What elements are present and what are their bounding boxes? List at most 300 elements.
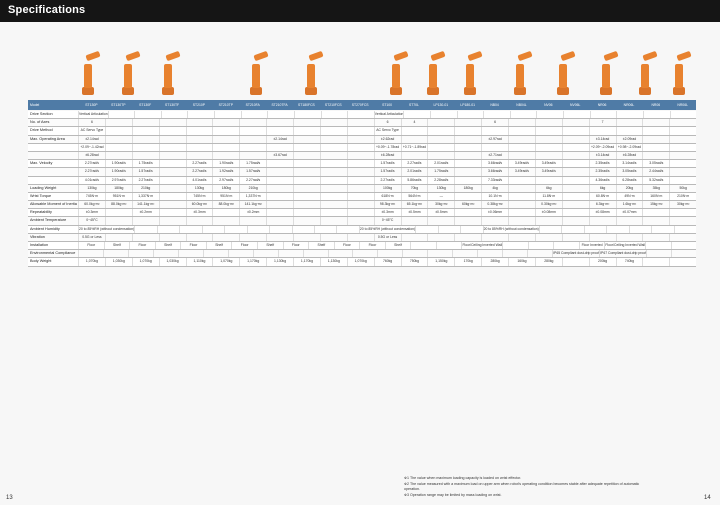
footnote: ※3 Operation range may be limited by mass loading on wrist. [404, 492, 502, 497]
table-cell [347, 201, 374, 208]
table-row [28, 209, 696, 217]
table-cell [481, 144, 508, 151]
table-cell [105, 144, 132, 151]
row-label: Drive Section [30, 112, 53, 116]
table-cell: 1,030kg [105, 258, 132, 265]
table-cell [454, 217, 481, 224]
column-header: ST210TFA [271, 103, 288, 107]
table-cell [293, 217, 320, 224]
table-cell [535, 177, 562, 184]
table-cell: 0~45°C [78, 217, 105, 224]
table-cell: 30kg·m² [669, 201, 696, 208]
robot-image [635, 47, 655, 95]
table-cell [508, 144, 535, 151]
table-cell: 1,337N·m [239, 193, 266, 200]
row-label [28, 168, 78, 175]
table-cell: 750kg [401, 258, 428, 265]
table-cell [535, 217, 562, 224]
table-cell: 4 [401, 119, 428, 126]
table-cell: IP65 Compliant dust-drip proof [552, 250, 599, 257]
table-cell [320, 168, 347, 175]
table-cell [427, 217, 454, 224]
table-cell: Floor Inverted [579, 242, 605, 249]
table-cell: 1.92rad/s [212, 168, 239, 175]
table-cell [186, 152, 213, 159]
robot-image [78, 47, 98, 95]
table-cell: +2.09~-1.42rad [78, 144, 105, 151]
table-cell: 2.27rad/s [78, 160, 105, 167]
footnotes [404, 476, 644, 498]
table-cell [651, 226, 673, 233]
table-cell: 1,070kg [212, 258, 239, 265]
table-cell [239, 119, 266, 126]
table-cell [159, 168, 186, 175]
table-cell [589, 217, 616, 224]
table-cell: 3.05rad/s [642, 160, 669, 167]
table-cell [266, 168, 293, 175]
row-label: Environmental Compliance [30, 251, 76, 256]
table-row [28, 152, 696, 160]
page-title: Specifications [8, 4, 86, 16]
table-cell [239, 136, 266, 143]
table-cell [629, 226, 651, 233]
table-cell: ±2.14rad [78, 136, 105, 143]
table-cell [239, 127, 266, 134]
table-cell [477, 250, 502, 257]
table-cell [269, 226, 291, 233]
table-cell [159, 136, 186, 143]
table-cell [266, 234, 293, 241]
table-cell [562, 136, 589, 143]
table-cell: 4.36rad/s [589, 177, 616, 184]
row-label: Max. Velocity [30, 161, 53, 166]
table-cell: Floor/Ceiling Inverted Wall [461, 242, 502, 249]
table-cell: 745N·m [186, 193, 213, 200]
table-cell [454, 193, 481, 200]
table-cell: 180kg [212, 185, 239, 192]
table-row [28, 111, 696, 119]
table-cell: 2.27rad/s [374, 177, 401, 184]
table-cell: 1.75rad/s [239, 160, 266, 167]
table-cell [646, 250, 671, 257]
table-cell [293, 168, 320, 175]
table-cell: 3.49rad/s [508, 160, 535, 167]
table-cell [347, 136, 374, 143]
table-cell: 4.01rad/s [78, 177, 105, 184]
row-label [28, 177, 78, 184]
table-cell: +0.09~-1.78rad [374, 144, 401, 151]
table-cell [669, 258, 696, 265]
table-cell [132, 144, 159, 151]
table-cell [293, 193, 320, 200]
table-cell [321, 111, 348, 118]
table-cell [347, 127, 374, 134]
table-cell: 0.38kg·m² [481, 201, 508, 208]
table-cell: 6.28rad/s [616, 177, 643, 184]
table-cell: 1.90rad/s [105, 168, 132, 175]
table-cell: 6 [481, 119, 508, 126]
table-cell [401, 152, 428, 159]
table-cell: Floor [283, 242, 309, 249]
table-cell: 0~45°C [374, 217, 401, 224]
table-cell [427, 144, 454, 151]
table-cell [157, 226, 179, 233]
table-cell: ±0.3mm [78, 209, 105, 216]
table-cell [427, 119, 454, 126]
table-cell: 2.27rad/s [186, 168, 213, 175]
table-cell [293, 160, 320, 167]
row-label: Wrist Torque [30, 193, 52, 198]
table-cell [159, 152, 186, 159]
table-cell: ±6.28rad [374, 152, 401, 159]
table-cell: 1.90rad/s [212, 160, 239, 167]
robot-image [553, 47, 573, 95]
table-cell [642, 144, 669, 151]
table-cell: 2.27rad/s [401, 160, 428, 167]
table-cell: 1.6kg·m² [616, 201, 643, 208]
table-cell [132, 127, 159, 134]
table-cell [483, 111, 510, 118]
table-cell [239, 217, 266, 224]
table-cell: +0.98~-2.09rad [616, 144, 643, 151]
page-number-left: 13 [6, 495, 13, 501]
table-cell: ±3.14rad [589, 136, 616, 143]
table-cell: +2.09~-2.09rad [589, 144, 616, 151]
table-cell [159, 127, 186, 134]
table-cell [535, 127, 562, 134]
table-cell [536, 111, 563, 118]
table-cell: ±3.67rad [266, 152, 293, 159]
table-cell: AC Servo Type [374, 127, 401, 134]
table-cell [562, 127, 589, 134]
table-cell [616, 119, 643, 126]
table-cell [134, 111, 161, 118]
table-cell [178, 250, 203, 257]
table-cell [457, 111, 484, 118]
table-cell [454, 160, 481, 167]
table-row [28, 226, 696, 234]
table-row [28, 217, 696, 225]
table-cell [320, 144, 347, 151]
row-label: Drive Method [30, 128, 53, 133]
table-cell [436, 242, 462, 249]
table-cell [186, 119, 213, 126]
table-cell [670, 111, 697, 118]
table-cell [224, 226, 246, 233]
table-cell [320, 119, 347, 126]
table-cell [132, 217, 159, 224]
table-row [28, 168, 696, 176]
table-cell [438, 226, 460, 233]
table-row [28, 136, 696, 144]
column-header: NR06L [623, 103, 635, 107]
table-cell: 100kg [374, 185, 401, 192]
table-row [28, 242, 696, 250]
table-cell: 6 [78, 119, 105, 126]
table-cell: 280kg [535, 258, 562, 265]
table-cell [161, 111, 188, 118]
table-cell [454, 136, 481, 143]
table-cell [481, 127, 508, 134]
table-cell: 1,110kg [186, 258, 213, 265]
table-cell [266, 119, 293, 126]
table-cell [401, 217, 428, 224]
table-cell [427, 234, 454, 241]
table-cell: 60.0kg·m² [78, 201, 105, 208]
table-cell [347, 160, 374, 167]
table-cell [212, 209, 239, 216]
table-cell [328, 250, 353, 257]
table-cell: 180kg [105, 185, 132, 192]
table-cell [454, 177, 481, 184]
robot-group-4 [498, 40, 628, 95]
table-cell: Floor [359, 242, 385, 249]
table-cell [239, 144, 266, 151]
column-header: NR06L [677, 103, 688, 107]
table-cell [347, 217, 374, 224]
table-cell [669, 152, 696, 159]
table-cell [642, 136, 669, 143]
robot-image [423, 47, 443, 95]
table-cell [562, 152, 589, 159]
table-cell [292, 226, 314, 233]
table-cell [508, 217, 535, 224]
table-cell [293, 201, 320, 208]
row-label: Allowable Moment of Inertia [30, 202, 77, 207]
table-cell [347, 111, 374, 118]
table-cell [187, 111, 214, 118]
robot-group-2 [228, 40, 338, 95]
table-cell [186, 127, 213, 134]
table-cell [320, 177, 347, 184]
row-label: Ambient Humidity [30, 226, 60, 231]
table-cell: 60kg·m² [454, 201, 481, 208]
row-label: Loading Weight [30, 185, 57, 190]
table-cell: 20kg [616, 185, 643, 192]
table-cell [481, 217, 508, 224]
table-cell: ±0.08mm [535, 209, 562, 216]
table-cell [105, 209, 132, 216]
table-cell [247, 226, 269, 233]
table-cell [642, 119, 669, 126]
table-cell [535, 152, 562, 159]
table-cell [427, 152, 454, 159]
column-header: ST100 [382, 103, 393, 107]
table-cell: 4kg [481, 185, 508, 192]
table-cell: 3.49rad/s [535, 168, 562, 175]
table-cell [78, 250, 103, 257]
table-cell [294, 111, 321, 118]
table-cell [293, 127, 320, 134]
table-cell [606, 226, 628, 233]
row-label [28, 152, 78, 159]
table-cell [562, 234, 589, 241]
table-cell [561, 226, 583, 233]
table-cell [452, 250, 477, 257]
table-cell: 65.1kg·m² [401, 201, 428, 208]
table-cell: ±0.5mm [427, 209, 454, 216]
row-label: Body Weight [30, 259, 52, 264]
table-row [28, 201, 696, 209]
table-cell: — [427, 193, 454, 200]
table-cell [508, 193, 535, 200]
table-cell: Floor [334, 242, 360, 249]
robot-group-5 [628, 40, 696, 95]
table-cell [535, 119, 562, 126]
table-cell [186, 144, 213, 151]
table-cell: 160N·m [642, 193, 669, 200]
table-cell [336, 226, 358, 233]
table-cell [508, 119, 535, 126]
table-row [28, 177, 696, 185]
table-cell [320, 209, 347, 216]
table-cell: ±2.97rad [481, 136, 508, 143]
table-cell [563, 111, 590, 118]
table-cell [320, 160, 347, 167]
robot-image [118, 47, 138, 95]
table-cell: 88.0kg·m² [105, 201, 132, 208]
table-cell [105, 152, 132, 159]
table-cell: 1.75rad/s [427, 168, 454, 175]
table-row [28, 160, 696, 168]
table-cell: 210N·m [669, 193, 696, 200]
table-cell [266, 217, 293, 224]
table-cell [535, 234, 562, 241]
table-cell: 2.97rad/s [105, 177, 132, 184]
table-cell: 20 to 85%RH (without condensation) [359, 226, 415, 233]
table-cell [320, 234, 347, 241]
table-cell [562, 160, 589, 167]
robot-image [386, 47, 406, 95]
table-cell [266, 160, 293, 167]
table-cell: 2.27rad/s [78, 168, 105, 175]
table-cell [212, 127, 239, 134]
table-cell: ±6.28rad [78, 152, 105, 159]
table-cell [132, 136, 159, 143]
table-cell [562, 177, 589, 184]
column-header: NB04L [516, 103, 527, 107]
table-cell [502, 242, 528, 249]
column-header: NV06L [570, 103, 581, 107]
table-cell: +0.71~-1.89rad [401, 144, 428, 151]
table-cell [202, 226, 224, 233]
column-header: ST270FCS [351, 103, 369, 107]
table-cell [266, 127, 293, 134]
table-cell [454, 209, 481, 216]
robot-image [596, 47, 616, 95]
table-cell [669, 217, 696, 224]
table-cell: 130kg [186, 185, 213, 192]
page-number-right: 14 [704, 495, 711, 501]
table-cell [186, 217, 213, 224]
table-cell [508, 201, 535, 208]
table-cell: Shelf [257, 242, 283, 249]
table-cell [553, 242, 579, 249]
table-cell: 564N·m [401, 193, 428, 200]
table-cell [642, 234, 669, 241]
table-cell: 20 to 85%RH (without condensation) [78, 226, 134, 233]
table-cell [508, 136, 535, 143]
table-cell [508, 209, 535, 216]
table-cell: ±3.14rad [589, 152, 616, 159]
column-header: Model [30, 103, 40, 107]
table-cell [266, 209, 293, 216]
table-cell [562, 193, 589, 200]
table-cell: 6kg [589, 185, 616, 192]
table-cell [562, 201, 589, 208]
table-cell: 7.33rad/s [481, 177, 508, 184]
table-cell: 180kg [454, 185, 481, 192]
table-cell [159, 201, 186, 208]
table-cell [293, 185, 320, 192]
table-cell: 1,030kg [159, 258, 186, 265]
table-cell [669, 144, 696, 151]
table-cell [105, 234, 132, 241]
table-cell [159, 234, 186, 241]
table-cell [584, 226, 606, 233]
column-header: ST210FA [245, 103, 260, 107]
table-cell [589, 234, 616, 241]
table-cell [616, 127, 643, 134]
table-cell [508, 177, 535, 184]
table-cell: 7 [589, 119, 616, 126]
table-cell [179, 226, 201, 233]
table-cell [616, 217, 643, 224]
table-cell [320, 136, 347, 143]
table-cell [134, 226, 156, 233]
table-cell: 1.57rad/s [132, 168, 159, 175]
table-cell: Vertical Articulation [78, 111, 108, 118]
table-cell [669, 136, 696, 143]
table-cell: Floor [231, 242, 257, 249]
table-cell [589, 127, 616, 134]
table-cell: 200kg [589, 258, 616, 265]
table-cell: 1,170kg [293, 258, 320, 265]
title-bar [0, 0, 720, 22]
table-cell [401, 136, 428, 143]
table-cell: 2.01rad/s [427, 160, 454, 167]
table-cell [239, 152, 266, 159]
table-cell: 88.0kg·m² [212, 201, 239, 208]
table-cell: 1,337N·m [132, 193, 159, 200]
table-cell [669, 209, 696, 216]
table-cell [562, 144, 589, 151]
table-row [28, 193, 696, 201]
table-cell [671, 250, 696, 257]
table-cell [347, 119, 374, 126]
table-cell: 60.8N·m [589, 193, 616, 200]
table-cell: Floor/Ceiling Inverted Wall [604, 242, 645, 249]
table-cell: 210kg [132, 185, 159, 192]
table-cell [293, 119, 320, 126]
table-cell: 2.01rad/s [401, 168, 428, 175]
table-cell [320, 193, 347, 200]
table-cell [108, 111, 135, 118]
table-cell: 141.1kg·m² [132, 201, 159, 208]
table-cell: 2.44rad/s [642, 168, 669, 175]
table-cell: Vertical Articulation [374, 111, 404, 118]
table-cell: 2.27rad/s [186, 160, 213, 167]
table-cell [539, 226, 561, 233]
table-cell: 70kg [401, 185, 428, 192]
table-cell: 6 [374, 119, 401, 126]
table-cell [401, 234, 428, 241]
row-label [28, 144, 78, 151]
table-cell [228, 250, 253, 257]
table-cell: ±2.62rad [374, 136, 401, 143]
table-cell [669, 127, 696, 134]
table-cell: 35kg [642, 185, 669, 192]
